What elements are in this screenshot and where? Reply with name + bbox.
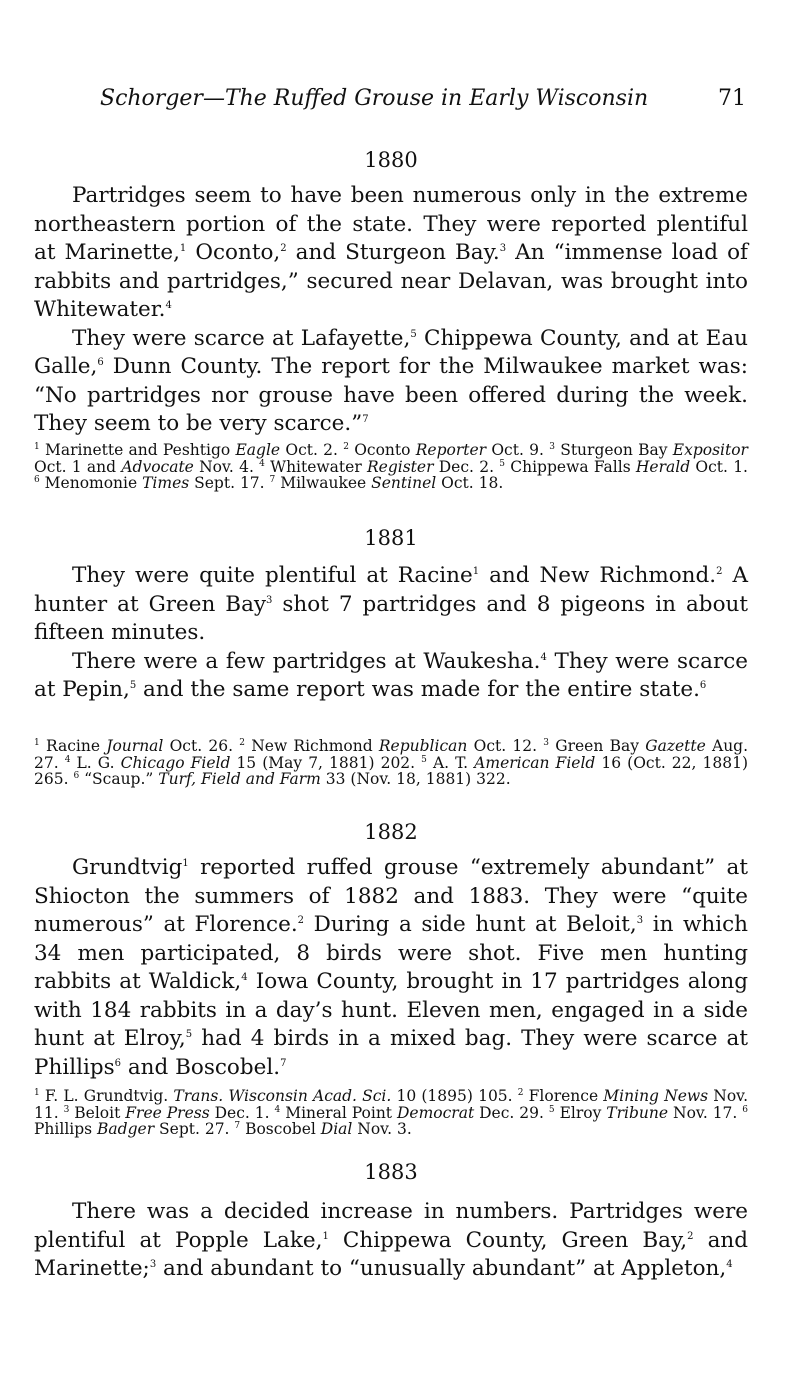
year-heading: 1883 [364,1160,418,1184]
page-number: 71 [718,86,746,111]
section-1880-footnotes [34,442,748,492]
section-1883 [34,1160,748,1184]
footnotes: $^1$ Marinette and Peshtigo Eagle Oct. 2. $^2$ Oconto Reporter Oct. 9. $^3$ Sturgeon Bay Expositor Oct. 1 and Advocate Nov. 4. $^4$ Whitewater Register Dec. 2. $^5$ Chippewa Falls Herald Oct. 1. $^6$ Menomonie Times Sept. 17. $^7$ Milwaukee Sentinel Oct. 18. [34,441,748,492]
running-title: Schorger—The Ruffed Grouse in Early Wisconsin [100,86,649,111]
section-1881 [34,526,748,550]
paragraph: Partridges seem to have been numerous only in the extreme northeastern portion of the state. They were reported plentiful at Marinette,$^1$ Oconto,$^2$ and Sturgeon Bay.$^3$ An “immense load of rabbits and partridges,” secured near Delavan, was brought into Whitewater.$^4$ [34,183,748,322]
section-1882 [34,820,748,844]
year-heading: 1881 [364,526,418,550]
section-1881-footnotes [34,738,748,788]
section-1882-footnotes [34,1088,748,1138]
year-heading: 1880 [364,148,418,172]
section-1882-text [34,854,748,1082]
section-1881-text [34,562,748,705]
year-heading: 1882 [364,820,418,844]
footnotes: $^1$ F. L. Grundtvig. Trans. Wisconsin Acad. Sci. 10 (1895) 105. $^2$ Florence Mining News Nov. 11. $^3$ Beloit Free Press Dec. 1. $^4$ Mineral Point Democrat Dec. 29. $^5$ Elroy Tribune Nov. 17. $^6$ Phillips Badger Sept. 27. $^7$ Boscobel Dial Nov. 3. [34,1087,749,1138]
section-1883-text [34,1198,748,1284]
paragraph: There was a decided increase in numbers. Partridges were plentiful at Popple Lake,$^1$ Chippewa County, Green Bay,$^2$ and Marinette;$^3$ and abundant to “unusually abundant” at Appleton,$^4$ [34,1199,749,1281]
section-1880 [34,148,748,172]
paragraph: There were a few partridges at Waukesha.$^4$ They were scarce at Pepin,$^5$ and the same report was made for the entire state.$^6$ [34,648,748,702]
running-header [100,86,746,111]
paragraph: They were scarce at Lafayette,$^5$ Chippewa County, and at Eau Galle,$^6$ Dunn County. The report for the Milwaukee market was: “No partridges nor grouse have been offered during the week. They seem to be very scarce.”$^7$ [34,325,748,436]
section-1880-text [34,182,748,439]
footnotes: $^1$ Racine Journal Oct. 26. $^2$ New Richmond Republican Oct. 12. $^3$ Green Bay Gazette Aug. 27. $^4$ L. G. Chicago Field 15 (May 7, 1881) 202. $^5$ A. T. American Field 16 (Oct. 22, 1881) 265. $^6$ “Scaup.” Turf, Field and Farm 33 (Nov. 18, 1881) 322. [34,737,749,788]
paragraph: Grundtvig$^1$ reported ruffed grouse “extremely abundant” at Shiocton the summers of 1882 and 1883. They were “quite numerous” at Florence.$^2$ During a side hunt at Beloit,$^3$ in which 34 men participated, 8 birds were shot. Five men hunting rabbits at Waldick,$^4$ Iowa County, brought in 17 partridges along with 184 rabbits in a day’s hunt. Eleven men, engaged in a side hunt at Elroy,$^5$ had 4 birds in a mixed bag. They were scarce at Phillips$^6$ and Boscobel.$^7$ [34,855,749,1080]
paragraph: They were quite plentiful at Racine$^1$ and New Richmond.$^2$ A hunter at Green Bay$^3$ shot 7 partridges and 8 pigeons in about fifteen minutes. [34,563,749,645]
